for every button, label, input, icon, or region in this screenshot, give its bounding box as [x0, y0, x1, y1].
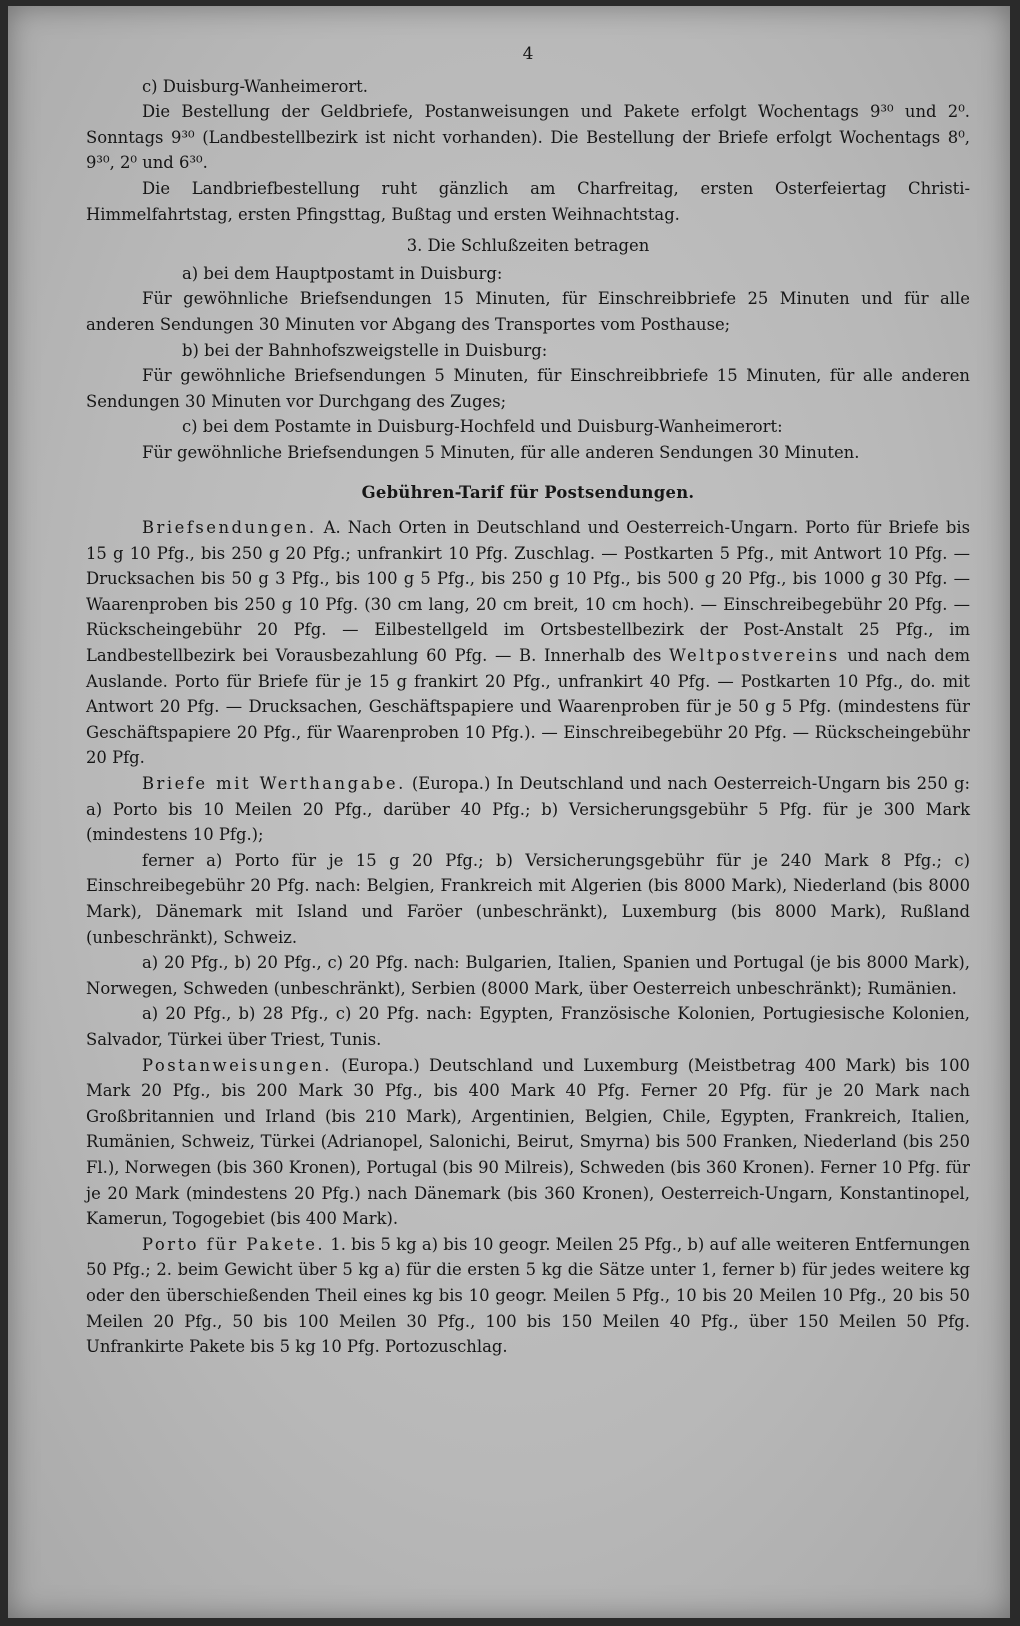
subsection-a-text: Für gewöhnliche Briefsendungen 15 Minuten, für Einschreibbriefe 25 Minuten und für alle anderen Sendungen 30 Minuten vor Abgang des Transportes vom Posthause;	[86, 289, 970, 334]
porto-pakete-text: 1. bis 5 kg a) bis 10 geogr. Meilen 25 Pfg., b) auf alle weiteren Entfernungen 50 Pfg.; 2. beim Gewicht über 5 kg a) für die ersten 5 kg die Sätze unter 1, ferner b) für jedes weitere kg oder den überschießenden Theil eines kg bis 10 geogr. Meilen 5 Pfg., 10 bis 20 Meilen 10 Pfg., 20 bis 50 Meilen 20 Pfg., 50 bis 100 Meilen 30 Pfg., 100 bis 150 Meilen 40 Pfg., über 150 Meilen 50 Pfg. Unfrankirte Pakete bis 5 kg 10 Pfg. Portozuschlag.	[86, 1234, 970, 1357]
term-weltpostvereins: Weltpostvereins	[669, 646, 840, 666]
paragraph-postanweisungen	[86, 1053, 970, 1232]
subsection-c-text: Für gewöhnliche Briefsendungen 5 Minuten, für alle anderen Sendungen 30 Minuten.	[142, 442, 860, 462]
subsection-a-label: a) bei dem Hauptpostamt in Duisburg:	[182, 263, 503, 283]
paragraph-ferner-2: a) 20 Pfg., b) 20 Pfg., c) 20 Pfg. nach: Bulgarien, Italien, Spanien und Portugal (je bis 8000 Mark), Norwegen, Schweden (unbeschränkt), Serbien (8000 Mark, über Oesterreich unbeschränkt); Rumänien.	[86, 953, 970, 998]
subsection-b-label: b) bei der Bahnhofszweigstelle in Duisburg:	[182, 340, 548, 360]
paragraph-bestellung: Die Bestellung der Geldbriefe, Postanweisungen und Pakete erfolgt Wochentags 9³⁰ und 2⁰. Sonntags 9³⁰ (Landbestellbezirk ist nicht vorhanden). Die Bestellung der Briefe erfolgt Wochentags 8⁰, 9³⁰, 2⁰ und 6³⁰.	[86, 102, 970, 173]
paragraph-porto-pakete	[86, 1232, 970, 1360]
paragraph-werthangabe	[86, 771, 970, 848]
page-content	[86, 42, 970, 1360]
document-page	[8, 6, 1010, 1618]
werthangabe-text: (Europa.) In Deutschland und nach Oesterreich-Ungarn bis 250 g: a) Porto bis 10 Meilen 20 Pfg., darüber 40 Pfg.; b) Versicherungsgebühr 5 Pfg. für je 300 Mark (mindestens 10 Pfg.);	[86, 774, 970, 845]
section-c-title: c) Duisburg-Wanheimerort.	[142, 76, 368, 96]
postanweisungen-text: (Europa.) Deutschland und Luxemburg (Meistbetrag 400 Mark) bis 100 Mark 20 Pfg., bis 200 Mark 30 Pfg., bis 400 Mark 40 Pfg. Ferner 20 Pfg. für je 20 Mark nach Großbritannien und Irland (bis 210 Mark), Argentinien, Belgien, Chile, Egypten, Frankreich, Italien, Rumänien, Schweiz, Türkei (Adrianopel, Salonichi, Beirut, Smyrna) bis 500 Franken, Niederland (bis 250 Fl.), Norwegen (bis 360 Kronen), Portugal (bis 90 Milreis), Schweden (bis 360 Kronen). Ferner 10 Pfg. für je 20 Mark (mindestens 20 Pfg.) nach Dänemark (bis 360 Kronen), Oesterreich-Ungarn, Konstantinopel, Kamerun, Togogebiet (bis 400 Mark).	[86, 1055, 970, 1229]
tariff-title: Gebühren-Tarif für Postsendungen.	[361, 482, 695, 502]
section-3-heading: 3. Die Schlußzeiten betragen	[406, 236, 650, 256]
paragraph-ferner-1: ferner a) Porto für je 15 g 20 Pfg.; b) Versicherungsgebühr für je 240 Mark 8 Pfg.; c) Einschreibegebühr 20 Pfg. nach: Belgien, Frankreich mit Algerien (bis 8000 Mark), Niederland (bis 8000 Mark), Dänemark mit Island und Faröer (unbeschränkt), Luxemburg (bis 8000 Mark), Rußland (unbeschränkt), Schweiz.	[86, 850, 970, 947]
paragraph-briefsendungen	[86, 515, 970, 771]
briefsendungen-text-2: und nach dem Auslande. Porto für Briefe für je 15 g frankirt 20 Pfg., unfrankirt 40 Pfg. — Postkarten 10 Pfg., do. mit Antwort 20 Pfg. — Drucksachen, Geschäftspapiere und Waarenproben für je 50 g 5 Pfg. (mindestens für Geschäftspapiere 20 Pfg., für Waarenproben 10 Pfg.). — Einschreibegebühr 20 Pfg. — Rückscheingebühr 20 Pfg.	[86, 646, 971, 768]
subsection-b-text: Für gewöhnliche Briefsendungen 5 Minuten, für Einschreibbriefe 15 Minuten, für alle anderen Sendungen 30 Minuten vor Durchgang des Zuges;	[86, 366, 970, 411]
paragraph-ferner-3: a) 20 Pfg., b) 28 Pfg., c) 20 Pfg. nach: Egypten, Französische Kolonien, Portugiesische Kolonien, Salvador, Türkei über Triest, Tunis.	[86, 1004, 970, 1049]
term-werthangabe: Briefe mit Werthangabe.	[142, 774, 406, 794]
paragraph-landbriefbestellung: Die Landbriefbestellung ruht gänzlich am Charfreitag, ersten Osterfeiertag Christi-Himmelfahrtstag, ersten Pfingsttag, Bußtag und ersten Weihnachtstag.	[86, 178, 970, 224]
term-postanweisungen: Postanweisungen.	[142, 1055, 333, 1075]
term-briefsendungen: Briefsendungen.	[142, 518, 317, 538]
term-porto-pakete: Porto für Pakete.	[142, 1234, 326, 1254]
subsection-c-label: c) bei dem Postamte in Duisburg-Hochfeld und Duisburg-Wanheimerort:	[182, 417, 783, 437]
briefsendungen-text: A. Nach Orten in Deutschland und Oesterreich-Ungarn. Porto für Briefe bis 15 g 10 Pfg., bis 250 g 20 Pfg.; unfrankirt 10 Pfg. Zuschlag. — Postkarten 5 Pfg., mit Antwort 10 Pfg. — Drucksachen bis 50 g 3 Pfg., bis 100 g 5 Pfg., bis 250 g 10 Pfg., bis 500 g 20 Pfg., bis 1000 g 30 Pfg. — Waarenproben bis 250 g 10 Pfg. (30 cm lang, 20 cm breit, 10 cm hoch). — Einschreibegebühr 20 Pfg. — Rückscheingebühr 20 Pfg. — Eilbestellgeld im Ortsbestellbezirk der Post-Anstalt 25 Pfg., im Landbestellbezirk bei Vorausbezahlung 60 Pfg. — B. Innerhalb des	[86, 518, 970, 666]
page-number: 4	[522, 44, 534, 64]
